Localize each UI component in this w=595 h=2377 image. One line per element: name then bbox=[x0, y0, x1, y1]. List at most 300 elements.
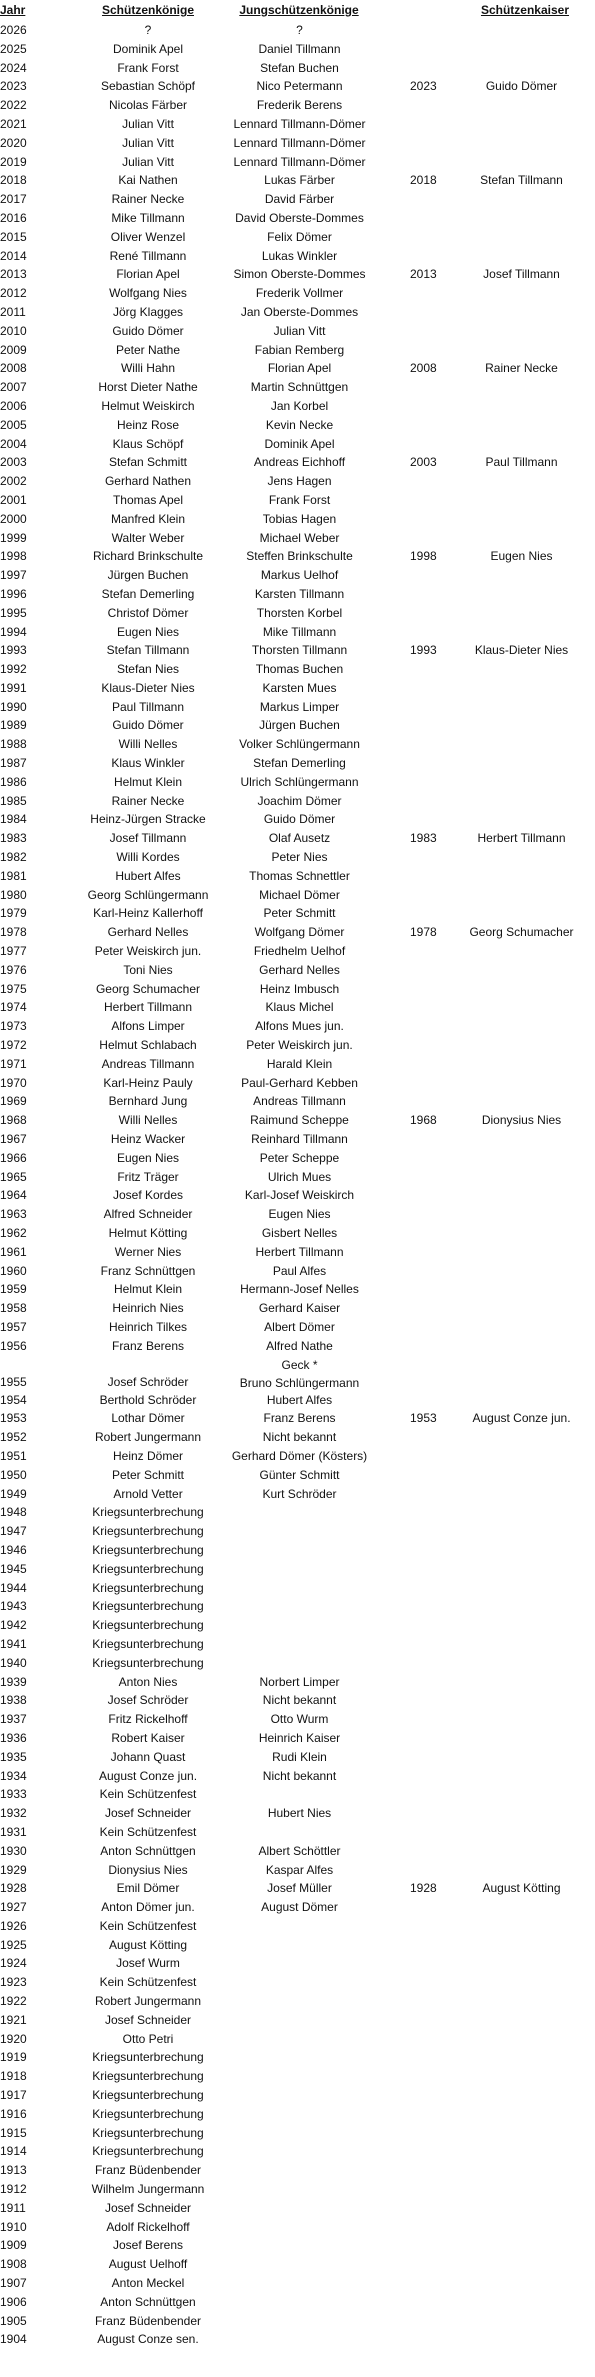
schuetzenkoenig-cell: Jörg Klagges bbox=[112, 304, 184, 319]
schuetzenkoenig-cell: ? bbox=[144, 23, 152, 37]
year-cell: 1920 bbox=[0, 2031, 27, 2046]
schuetzenkoenig-cell: Horst Dieter Nathe bbox=[98, 380, 198, 395]
year-cell: 1995 bbox=[0, 605, 27, 620]
jungschuetzenkoenig-cell: Franz Berens bbox=[263, 1411, 336, 1426]
year-cell: 1947 bbox=[0, 1524, 27, 1539]
jungschuetzenkoenig-cell: Eugen Nies bbox=[268, 1207, 331, 1222]
year-cell: 1940 bbox=[0, 1655, 27, 1670]
jungschuetzenkoenig-cell: Klaus Michel bbox=[265, 1000, 334, 1015]
table-row bbox=[0, 2030, 595, 2049]
schuetzenkoenig-cell: Kriegsunterbrechung bbox=[92, 2050, 204, 2065]
year-cell: 1945 bbox=[0, 1561, 27, 1576]
schuetzenkoenig-cell: Fritz Träger bbox=[117, 1169, 179, 1184]
jungschuetzenkoenig-cell: Thorsten Korbel bbox=[256, 605, 343, 620]
year-cell: 1962 bbox=[0, 1226, 27, 1240]
jungschuetzenkoenig-cell: Peter Scheppe bbox=[259, 1150, 340, 1165]
schuetzenkoenig-cell: Frank Forst bbox=[117, 60, 179, 75]
year-cell: 1928 bbox=[0, 1881, 27, 1896]
year-cell: 1951 bbox=[0, 1448, 27, 1463]
year-cell: 1906 bbox=[0, 2294, 27, 2309]
table-row bbox=[0, 1710, 595, 1729]
table-row bbox=[0, 1428, 595, 1447]
table-row bbox=[0, 1616, 595, 1635]
table-row bbox=[0, 2142, 595, 2161]
table-row bbox=[0, 810, 595, 829]
jungschuetzenkoenig-cell: Thomas Schnettler bbox=[249, 868, 350, 883]
schuetzenkoenig-cell: Anton Dömer jun. bbox=[101, 1900, 195, 1915]
table-row bbox=[0, 1149, 595, 1168]
jungschuetzenkoenig-cell: Michael Weber bbox=[259, 530, 340, 545]
schuetzenkoenig-cell: Herbert Tillmann bbox=[103, 1000, 193, 1015]
schuetzenkoenig-cell: Kriegsunterbrechung bbox=[92, 2088, 204, 2103]
table-row bbox=[0, 904, 595, 923]
table-row bbox=[0, 2274, 595, 2293]
year-cell: 1907 bbox=[0, 2276, 27, 2291]
jungschuetzenkoenig-cell: Heinz Imbusch bbox=[259, 981, 340, 996]
table-row bbox=[0, 2067, 595, 2086]
table-row bbox=[0, 1691, 595, 1710]
jungschuetzenkoenig-cell: Karsten Mues bbox=[262, 680, 337, 695]
year-cell: 1924 bbox=[0, 1956, 27, 1971]
schuetzenkoenig-cell: Klaus Winkler bbox=[111, 756, 185, 771]
schuetzenkoenig-cell: Robert Jungermann bbox=[94, 1994, 202, 2009]
table-row bbox=[0, 1074, 595, 1093]
table-row bbox=[0, 1337, 595, 1356]
schuetzenkoenig-cell: Stefan Demerling bbox=[101, 586, 195, 601]
year-cell: 1976 bbox=[0, 962, 27, 977]
jungschuetzenkoenig-cell: Frederik Berens bbox=[256, 98, 343, 113]
table-row bbox=[0, 1635, 595, 1654]
schuetzenkoenig-cell: Jürgen Buchen bbox=[107, 568, 189, 583]
table-row bbox=[0, 2199, 595, 2218]
schuetzenkoenig-cell: Kein Schützenfest bbox=[99, 1824, 197, 1839]
year-cell: 1909 bbox=[0, 2238, 27, 2253]
schuetzenkoenig-cell: Andreas Tillmann bbox=[101, 1056, 195, 1071]
table-row bbox=[0, 1673, 595, 1692]
year-cell: 2005 bbox=[0, 417, 27, 432]
jungschuetzenkoenig-cell: Guido Dömer bbox=[263, 812, 336, 827]
jungschuetzenkoenig-cell: Peter Nies bbox=[271, 850, 328, 865]
schuetzenkoenig-cell: Kriegsunterbrechung bbox=[92, 2069, 204, 2084]
table-row bbox=[0, 153, 595, 172]
schuetzenkoenig-cell: Kein Schützenfest bbox=[99, 1787, 197, 1802]
schuetzenkoenig-cell: Anton Nies bbox=[118, 1674, 178, 1689]
year-cell: 2016 bbox=[0, 210, 27, 225]
jungschuetzenkoenig-cell: Martin Schnüttgen bbox=[250, 380, 349, 395]
schuetzenkoenig-cell: Johann Quast bbox=[110, 1749, 186, 1764]
table-row bbox=[0, 378, 595, 397]
table-row bbox=[0, 1186, 595, 1205]
table-row bbox=[0, 1485, 595, 1504]
year-cell: 1968 bbox=[0, 1113, 27, 1128]
year-cell: 1961 bbox=[0, 1244, 27, 1259]
table-row bbox=[0, 2105, 595, 2124]
schuetzenkoenig-cell: Josef Schneider bbox=[104, 2200, 192, 2215]
jungschuetzenkoenig-cell: Thorsten Tillmann bbox=[251, 643, 348, 658]
jungschuetzenkoenig-cell: Alfons Mues jun. bbox=[255, 1019, 344, 1034]
jungschuetzenkoenig-cell: Daniel Tillmann bbox=[258, 41, 341, 56]
kaiser-year-cell: 1978 bbox=[410, 925, 437, 940]
year-cell: 1987 bbox=[0, 756, 27, 771]
table-row bbox=[0, 1729, 595, 1748]
table-row bbox=[0, 1092, 595, 1111]
jungschuetzenkoenig-cell: Peter Weiskirch jun. bbox=[246, 1038, 353, 1053]
schuetzenkaiser-cell: Stefan Tillmann bbox=[480, 173, 563, 188]
schuetzenkoenig-cell: Kriegsunterbrechung bbox=[92, 2144, 204, 2159]
year-cell: 1979 bbox=[0, 906, 27, 921]
year-cell: 1926 bbox=[0, 1918, 27, 1933]
schuetzenkoenig-cell: Kein Schützenfest bbox=[99, 1975, 197, 1990]
schuetzenkoenig-cell: Helmut Schlabach bbox=[99, 1038, 197, 1053]
table-row bbox=[0, 40, 595, 59]
schuetzenkoenig-cell: Josef Tillmann bbox=[109, 831, 187, 846]
schuetzenkaiser-cell: Eugen Nies bbox=[490, 549, 553, 564]
jungschuetzenkoenig-cell: Nicht bekannt bbox=[262, 1430, 337, 1445]
table-row bbox=[0, 472, 595, 491]
table-row bbox=[0, 961, 595, 980]
schuetzenkoenig-cell: Emil Dömer bbox=[116, 1881, 180, 1896]
table-row bbox=[0, 1579, 595, 1598]
kaiser-year-cell: 2003 bbox=[410, 455, 437, 470]
table-row bbox=[0, 510, 595, 529]
table-row bbox=[0, 453, 595, 472]
year-cell: 1984 bbox=[0, 812, 27, 827]
jungschuetzenkoenig-cell: Stefan Buchen bbox=[260, 60, 339, 75]
schuetzenkoenig-cell: Gerhard Nathen bbox=[104, 474, 192, 489]
schuetzenkoenig-cell: Kriegsunterbrechung bbox=[92, 1542, 204, 1557]
year-cell: 1929 bbox=[0, 1862, 27, 1877]
schuetzenkoenig-cell: Adolf Rickelhoff bbox=[106, 2219, 190, 2234]
year-cell: 1932 bbox=[0, 1806, 27, 1821]
header-schuetzenkoenige: Schützenkönige bbox=[101, 3, 194, 17]
jungschuetzenkoenig-cell: Gerhard Nelles bbox=[259, 962, 340, 977]
year-cell: 1982 bbox=[0, 850, 27, 865]
table-row bbox=[0, 829, 595, 848]
year-cell: 1963 bbox=[0, 1207, 27, 1222]
schuetzenkoenig-cell: Peter Nathe bbox=[115, 342, 181, 357]
year-cell: 1942 bbox=[0, 1618, 27, 1633]
year-cell: 1911 bbox=[0, 2200, 26, 2215]
table-row bbox=[0, 435, 595, 454]
schuetzenkaiser-cell: Josef Tillmann bbox=[483, 267, 560, 282]
schuetzenkoenig-cell: Dominik Apel bbox=[112, 41, 184, 56]
table-row bbox=[0, 171, 595, 190]
year-cell: 1955 bbox=[0, 1374, 27, 1389]
year-cell: 1938 bbox=[0, 1693, 27, 1708]
schuetzenkoenig-cell: Franz Schnüttgen bbox=[100, 1263, 196, 1278]
schuetzenkoenig-cell: Richard Brinkschulte bbox=[92, 549, 204, 564]
jungschuetzenkoenig-cell: ? bbox=[296, 23, 303, 37]
table-row bbox=[0, 529, 595, 548]
year-cell: 1923 bbox=[0, 1975, 27, 1990]
schuetzenkoenig-cell: Kein Schützenfest bbox=[99, 1918, 197, 1933]
table-row bbox=[0, 265, 595, 284]
table-row bbox=[0, 2011, 595, 2030]
schuetzenkaiser-cell: Herbert Tillmann bbox=[477, 831, 566, 846]
year-cell: 1943 bbox=[0, 1599, 27, 1614]
schuetzenkoenig-cell: Heinrich Tilkes bbox=[108, 1319, 188, 1334]
table-row bbox=[0, 247, 595, 266]
schuetzenkoenig-cell: Josef Schneider bbox=[104, 1806, 192, 1821]
schuetzenkoenig-cell: Alfons Limper bbox=[111, 1019, 185, 1034]
jungschuetzenkoenig-cell: Nicht bekannt bbox=[262, 1693, 337, 1708]
table-row bbox=[0, 1299, 595, 1318]
jungschuetzenkoenig-cell: Albert Dömer bbox=[264, 1319, 335, 1334]
year-cell: 1998 bbox=[0, 549, 27, 564]
schuetzenkoenig-cell: Peter Weiskirch jun. bbox=[94, 944, 202, 959]
year-cell: 1993 bbox=[0, 643, 27, 658]
year-cell: 1933 bbox=[0, 1787, 27, 1802]
year-cell: 1980 bbox=[0, 887, 27, 902]
jungschuetzenkoenig-cell: Andreas Tillmann bbox=[253, 1094, 346, 1109]
table-row bbox=[0, 1262, 595, 1281]
table-row bbox=[0, 115, 595, 134]
schuetzenkaiser-cell: August Kötting bbox=[482, 1881, 561, 1896]
table-row bbox=[0, 1111, 595, 1130]
year-cell: 1912 bbox=[0, 2182, 27, 2197]
table-row bbox=[0, 2180, 595, 2199]
schuetzenkoenig-cell: Hubert Alfes bbox=[115, 868, 181, 883]
jungschuetzenkoenig-cell: Heinrich Kaiser bbox=[258, 1730, 341, 1745]
table-row bbox=[0, 623, 595, 642]
schuetzenkoenig-cell: Willi Hahn bbox=[120, 361, 175, 376]
table-row bbox=[0, 2330, 595, 2349]
jungschuetzenkoenig-cell: David Färber bbox=[264, 192, 335, 207]
schuetzenkoenig-cell: Eugen Nies bbox=[116, 624, 180, 639]
schuetzenkoenig-cell: Kriegsunterbrechung bbox=[92, 1636, 204, 1651]
table-row bbox=[0, 1503, 595, 1522]
schuetzenkoenig-cell: Helmut Weiskirch bbox=[101, 398, 195, 413]
year-cell: 2012 bbox=[0, 286, 27, 301]
jungschuetzenkoenig-cell: Herbert Tillmann bbox=[255, 1244, 344, 1259]
table-row bbox=[0, 980, 595, 999]
year-cell: 1957 bbox=[0, 1319, 27, 1334]
jungschuetzenkoenig-cell: Jens Hagen bbox=[267, 474, 332, 489]
year-cell: 1944 bbox=[0, 1580, 27, 1595]
jungschuetzenkoenig-cell: Felix Dömer bbox=[267, 229, 332, 244]
schuetzenkoenig-cell: Anton Schnüttgen bbox=[100, 1843, 196, 1858]
year-cell: 2017 bbox=[0, 192, 27, 207]
schuetzenkoenig-cell: Julian Vitt bbox=[122, 154, 174, 169]
table-row bbox=[0, 679, 595, 698]
jungschuetzenkoenig-cell: Stefan Demerling bbox=[253, 756, 346, 771]
kaiser-year-cell: 1928 bbox=[410, 1881, 437, 1896]
table-row bbox=[0, 59, 595, 78]
year-cell: 2024 bbox=[0, 60, 27, 75]
table-row bbox=[0, 867, 595, 886]
schuetzenkoenig-cell: Willi Nelles bbox=[118, 1113, 178, 1128]
schuetzenkoenig-cell: August Conze jun. bbox=[98, 1768, 198, 1783]
year-cell: 2015 bbox=[0, 229, 27, 244]
schuetzenkoenig-cell: Christof Dömer bbox=[107, 605, 189, 620]
schuetzenkoenig-cell: Willi Nelles bbox=[118, 737, 178, 752]
schuetzenkoenig-cell: Helmut Klein bbox=[113, 774, 183, 789]
year-cell: 1910 bbox=[0, 2219, 27, 2234]
schuetzenkoenig-cell: Kriegsunterbrechung bbox=[92, 1599, 204, 1614]
schuetzenkoenig-cell: Josef Berens bbox=[112, 2238, 184, 2253]
schuetzenkaiser-cell: August Conze jun. bbox=[472, 1411, 571, 1426]
year-cell: 1937 bbox=[0, 1712, 27, 1727]
table-row bbox=[0, 303, 595, 322]
table-row bbox=[0, 1748, 595, 1767]
year-cell: 1972 bbox=[0, 1038, 27, 1053]
schuetzenkaiser-cell: Paul Tillmann bbox=[485, 455, 558, 470]
table-row bbox=[0, 96, 595, 115]
jungschuetzenkoenig-cell: David Oberste-Dommes bbox=[235, 210, 364, 225]
jungschuetzenkoenig-cell: Joachim Dömer bbox=[257, 793, 342, 808]
year-cell: 1949 bbox=[0, 1486, 27, 1501]
kaiser-year-cell: 1993 bbox=[410, 643, 437, 658]
year-cell: 1999 bbox=[0, 530, 27, 545]
schuetzenkoenig-cell: Karl-Heinz Kallerhoff bbox=[93, 906, 203, 921]
year-cell: 1953 bbox=[0, 1411, 27, 1426]
year-cell: 1992 bbox=[0, 662, 27, 677]
table-row bbox=[0, 1280, 595, 1299]
year-cell: 1904 bbox=[0, 2332, 27, 2347]
jungschuetzenkoenig-cell: Norbert Limper bbox=[259, 1674, 340, 1689]
table-row bbox=[0, 21, 595, 40]
schuetzenkoenig-cell: Julian Vitt bbox=[122, 135, 174, 150]
schuetzenkoenig-cell: Julian Vitt bbox=[122, 116, 174, 131]
table-row bbox=[0, 2312, 595, 2331]
schuetzenkoenig-cell: Kriegsunterbrechung bbox=[92, 1561, 204, 1576]
table-row bbox=[0, 1130, 595, 1149]
jungschuetzenkoenig-cell: Lukas Färber bbox=[264, 173, 335, 188]
jungschuetzenkoenig-cell: Gisbert Nelles bbox=[261, 1226, 338, 1240]
year-cell: 2025 bbox=[0, 41, 27, 56]
table-row bbox=[0, 1917, 595, 1936]
schuetzenkoenig-cell: August Kötting bbox=[108, 1937, 188, 1952]
jungschuetzenkoenig-cell: Hubert Nies bbox=[267, 1806, 332, 1821]
table-row bbox=[0, 2218, 595, 2237]
schuetzenkoenig-cell: Dionysius Nies bbox=[108, 1862, 188, 1877]
table-row bbox=[0, 792, 595, 811]
schuetzenkaiser-cell: Klaus-Dieter Nies bbox=[474, 643, 569, 658]
year-cell: 1967 bbox=[0, 1132, 27, 1147]
schuetzenkoenig-cell: Fritz Rickelhoff bbox=[108, 1712, 188, 1727]
schuetzenkoenig-cell: Helmut Kötting bbox=[108, 1226, 188, 1240]
year-cell: 1935 bbox=[0, 1749, 27, 1764]
table-row bbox=[0, 1842, 595, 1861]
year-cell: 2013 bbox=[0, 267, 27, 282]
table-row bbox=[0, 2293, 595, 2312]
table-row bbox=[0, 2086, 595, 2105]
schuetzenkoenig-cell: Kai Nathen bbox=[118, 173, 178, 188]
table-row bbox=[0, 491, 595, 510]
table-row bbox=[0, 284, 595, 303]
year-cell: 2019 bbox=[0, 154, 27, 169]
schuetzenkoenig-cell: Walter Weber bbox=[111, 530, 185, 545]
jungschuetzenkoenig-cell: Frederik Vollmer bbox=[255, 286, 344, 301]
year-cell: 1946 bbox=[0, 1542, 27, 1557]
schuetzenkoenig-cell: Manfred Klein bbox=[110, 511, 186, 526]
jungschuetzenkoenig-cell: Andreas Eichhoff bbox=[253, 455, 346, 470]
schuetzenkoenig-cell: Werner Nies bbox=[114, 1244, 182, 1259]
year-cell: 1931 bbox=[0, 1824, 27, 1839]
year-cell: 2011 bbox=[0, 304, 26, 319]
table-row bbox=[0, 2236, 595, 2255]
kaiser-year-cell: 1953 bbox=[410, 1411, 437, 1426]
kaiser-year-cell: 2008 bbox=[410, 361, 437, 376]
table-row bbox=[0, 416, 595, 435]
kaiser-year-cell: 1983 bbox=[410, 831, 437, 846]
year-cell: 1927 bbox=[0, 1900, 27, 1915]
table-row bbox=[0, 1898, 595, 1917]
schuetzenkoenig-cell: Rainer Necke bbox=[111, 793, 185, 808]
table-row bbox=[0, 923, 595, 942]
year-cell: 1986 bbox=[0, 774, 27, 789]
jungschuetzenkoenig-cell: Gerhard Kaiser bbox=[258, 1301, 341, 1316]
schuetzenkaiser-cell: Dionysius Nies bbox=[481, 1113, 562, 1128]
schuetzenkoenig-cell: Josef Kordes bbox=[112, 1188, 184, 1203]
jungschuetzenkoenig-cell: Thomas Buchen bbox=[255, 662, 344, 677]
schuetzenkoenig-cell: Klaus Schöpf bbox=[112, 436, 184, 451]
year-cell: 1975 bbox=[0, 981, 27, 996]
year-cell: 1919 bbox=[0, 2050, 27, 2065]
jungschuetzenkoenig-cell: Lennard Tillmann-Dömer bbox=[233, 154, 366, 169]
jungschuetzenkoenig-cell: Karl-Josef Weiskirch bbox=[244, 1188, 355, 1203]
table-row bbox=[0, 1541, 595, 1560]
schuetzenkoenig-cell: René Tillmann bbox=[109, 248, 187, 263]
table-row bbox=[0, 397, 595, 416]
schuetzenkoenig-cell: Josef Schröder bbox=[107, 1693, 189, 1708]
year-cell: 2010 bbox=[0, 323, 27, 338]
table-row bbox=[0, 1560, 595, 1579]
jungschuetzenkoenig-cell: Michael Dömer bbox=[259, 887, 340, 902]
schuetzenkoenig-cell: Klaus-Dieter Nies bbox=[101, 680, 195, 695]
table-row bbox=[0, 322, 595, 341]
year-cell: 1965 bbox=[0, 1169, 27, 1184]
jungschuetzenkoenig-cell: Friedhelm Uelhof bbox=[253, 944, 346, 959]
year-cell: 2018 bbox=[0, 173, 27, 188]
table-row bbox=[0, 604, 595, 623]
schuetzenkoenig-cell: Kriegsunterbrechung bbox=[92, 2125, 204, 2140]
year-cell: 1974 bbox=[0, 1000, 27, 1015]
year-cell: 1996 bbox=[0, 586, 27, 601]
schuetzenkoenig-cell: Kriegsunterbrechung bbox=[92, 2106, 204, 2121]
jungschuetzenkoenig-cell: Florian Apel bbox=[267, 361, 332, 376]
year-cell: 1994 bbox=[0, 624, 27, 639]
table-row bbox=[0, 209, 595, 228]
year-cell: 1939 bbox=[0, 1674, 27, 1689]
header-year: Jahr bbox=[0, 3, 26, 17]
kaiser-year-cell: 1998 bbox=[410, 549, 437, 564]
schuetzenkoenig-cell: August Uelhoff bbox=[108, 2257, 188, 2272]
jungschuetzenkoenig-cell: Tobias Hagen bbox=[262, 511, 337, 526]
table-row bbox=[0, 228, 595, 247]
table-row bbox=[0, 1409, 595, 1428]
table-row bbox=[0, 1861, 595, 1880]
year-cell: 1905 bbox=[0, 2313, 27, 2328]
table-row bbox=[0, 1936, 595, 1955]
jungschuetzenkoenig-cell: Markus Limper bbox=[259, 699, 340, 714]
year-cell: 2026 bbox=[0, 23, 27, 37]
jungschuetzenkoenig-cell: Hermann-Josef Nelles bbox=[240, 1282, 359, 1297]
jungschuetzenkoenig-cell: Kevin Necke bbox=[265, 417, 334, 432]
jungschuetzenkoenig-cell: Olaf Ausetz bbox=[268, 831, 331, 846]
year-cell: 1978 bbox=[0, 925, 27, 940]
schuetzenkoenig-cell: Wilhelm Jungermann bbox=[91, 2182, 205, 2197]
schuetzenkoenig-cell: Nicolas Färber bbox=[108, 98, 188, 113]
jungschuetzenkoenig-cell: Reinhard Tillmann bbox=[251, 1132, 348, 1147]
jungschuetzenkoenig-cell: Ulrich Mues bbox=[267, 1169, 332, 1184]
year-cell: 1917 bbox=[0, 2088, 27, 2103]
year-cell: 2014 bbox=[0, 248, 27, 263]
table-row bbox=[0, 77, 595, 96]
table-row bbox=[0, 1954, 595, 1973]
schuetzenkaiser-cell: Georg Schumacher bbox=[469, 925, 574, 940]
table-row bbox=[0, 566, 595, 585]
